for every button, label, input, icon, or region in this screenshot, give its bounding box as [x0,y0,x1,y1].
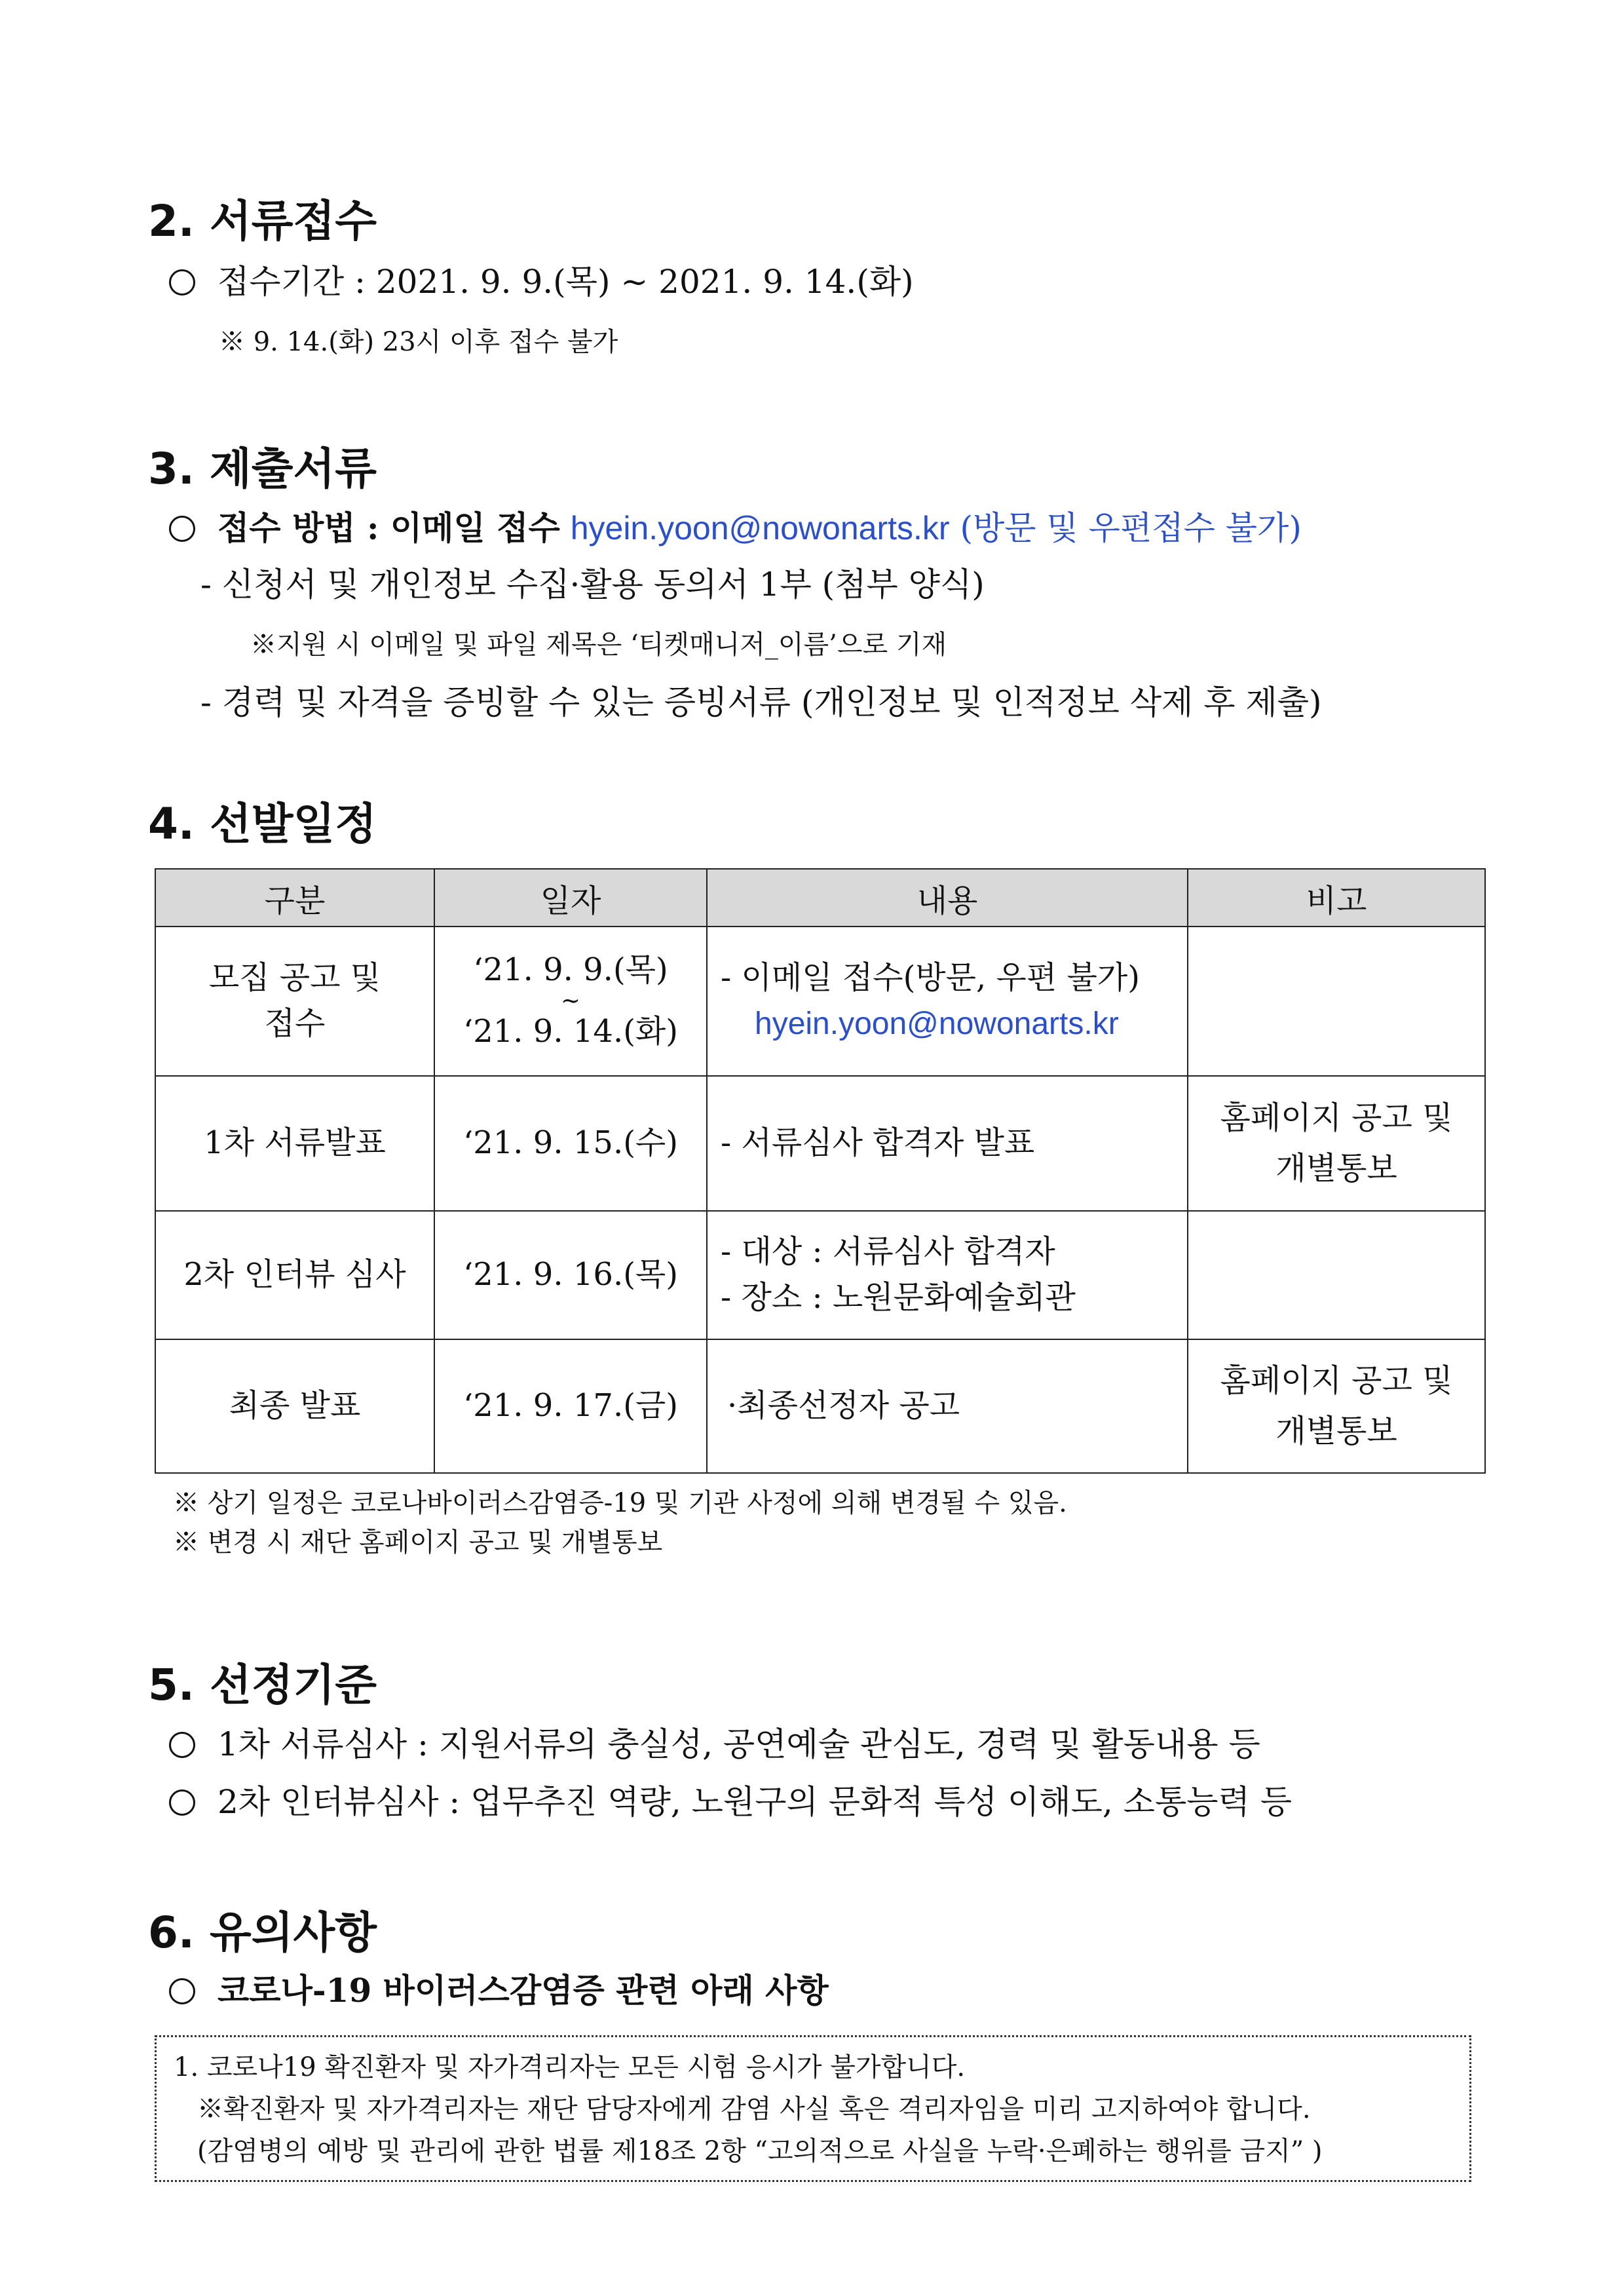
s3-email-link[interactable]: hyein.yoon@nowonarts.kr [570,510,950,546]
content-line: - 장소 : 노원문화예술회관 [721,1279,1076,1316]
section-6-heading: 6. 유의사항 [148,1907,377,1958]
table-header: 일자 [434,869,707,927]
s3-item-1: - 신청서 및 개인정보 수집·활용 동의서 1부 (첨부 양식) [200,565,985,603]
notice-line-3: (감염병의 예방 및 관리에 관한 법률 제18조 2항 “고의적으로 사실을 누락·은폐하는 행위를 금지” ) [197,2136,1323,2166]
row-date: ‘21. 9. 17.(금) [434,1339,707,1473]
row-date [434,927,707,1076]
s5-item-2-text: 2차 인터뷰심사 : 업무추진 역량, 노원구의 문화적 특성 이해도, 소통능력 등 [217,1783,1293,1821]
s5-item-1 [169,1718,1260,1765]
table-row [155,927,1485,1076]
row-content [707,927,1188,1076]
content-line: - 이메일 접수(방문, 우편 불가) [721,959,1141,997]
table-header: 내용 [707,869,1188,927]
row-remark [1188,1211,1485,1339]
content-email-link[interactable]: hyein.yoon@nowonarts.kr [755,1006,1119,1041]
s4-note-1: ※ 상기 일정은 코로나바이러스감염증-19 및 기관 사정에 의해 변경될 수 있음. [173,1488,1067,1518]
date-separator: ~ [560,987,581,1014]
row-remark: 홈페이지 공고 및 개별통보 [1188,1076,1485,1211]
s3-method [169,502,1302,549]
row-remark [1188,927,1485,1076]
circle-bullet-icon [169,516,195,542]
circle-bullet-icon [169,1789,195,1816]
s4-note-2: ※ 변경 시 재단 홈페이지 공고 및 개별통보 [173,1527,663,1558]
notice-line-2: ※확진환자 및 자가격리자는 재단 담당자에게 감염 사실 혹은 격리자임을 미리 고지하여야 합니다. [197,2094,1311,2124]
date-end: ‘21. 9. 14.(화) [463,1013,679,1050]
row-remark: 홈페이지 공고 및 개별통보 [1188,1339,1485,1473]
s5-item-2 [169,1776,1292,1823]
section-2-heading: 2. 서류접수 [148,196,377,246]
s3-note-1: ※지원 시 이메일 및 파일 제목은 ‘티켓매니저_이름’으로 기재 [250,630,947,660]
table-row [155,1339,1485,1473]
s2-item [169,256,914,303]
section-4-heading: 4. 선발일정 [148,799,377,849]
schedule-table [155,868,1486,1474]
row-content: - 서류심사 합격자 발표 [707,1076,1188,1211]
row-date: ‘21. 9. 16.(목) [434,1211,707,1339]
row-category: 1차 서류발표 [155,1076,434,1211]
s3-item-2: - 경력 및 자격을 증빙할 수 있는 증빙서류 (개인정보 및 인적정보 삭제 후 제출) [200,683,1322,721]
row-content: ·최종선정자 공고 [707,1339,1188,1473]
circle-bullet-icon [169,269,195,296]
s6-item [169,1964,829,2012]
content-line: - 대상 : 서류심사 합격자 [721,1233,1055,1271]
s2-item-text: 접수기간 : 2021. 9. 9.(목) ~ 2021. 9. 14.(화) [217,263,914,301]
s5-item-1-text: 1차 서류심사 : 지원서류의 충실성, 공연예술 관심도, 경력 및 활동내용 등 [217,1725,1260,1763]
table-row [155,1211,1485,1339]
circle-bullet-icon [169,1978,195,2004]
s3-method-suffix: (방문 및 우편접수 불가) [960,509,1302,547]
row-content [707,1211,1188,1339]
row-category: 모집 공고 및 접수 [155,927,434,1076]
row-date: ‘21. 9. 15.(수) [434,1076,707,1211]
date-start: ‘21. 9. 9.(목) [473,951,668,989]
table-header-row [155,869,1485,927]
s3-method-label: 접수 방법 : 이메일 접수 [217,508,560,547]
row-category: 최종 발표 [155,1339,434,1473]
s6-item-text: 코로나-19 바이러스감염증 관련 아래 사항 [217,1971,829,2010]
section-5-heading: 5. 선정기준 [148,1660,377,1710]
circle-bullet-icon [169,1732,195,1758]
table-row [155,1076,1485,1211]
notice-box [155,2035,1471,2182]
s2-note: ※ 9. 14.(화) 23시 이후 접수 불가 [219,327,618,357]
row-category: 2차 인터뷰 심사 [155,1211,434,1339]
table-header: 구분 [155,869,434,927]
notice-line-1: 1. 코로나19 확진환자 및 자가격리자는 모든 시험 응시가 불가합니다. [174,2052,966,2082]
table-header: 비고 [1188,869,1485,927]
section-3-heading: 3. 제출서류 [148,444,377,494]
